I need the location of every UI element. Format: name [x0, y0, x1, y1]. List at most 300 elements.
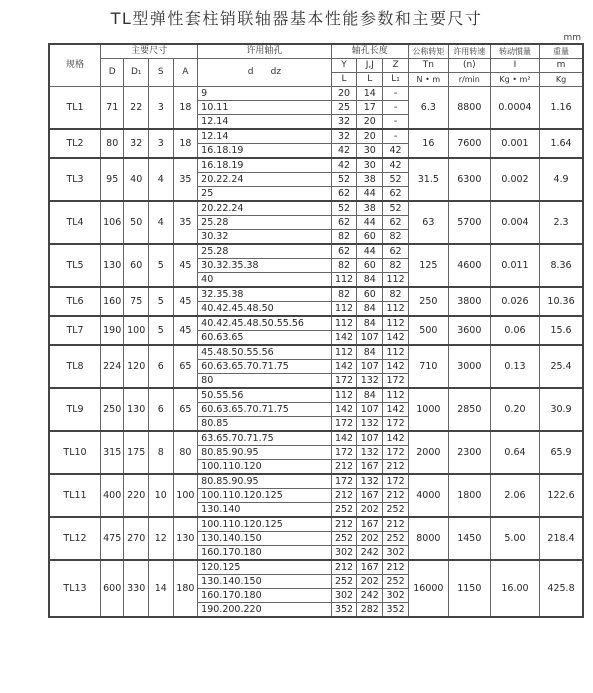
speed-cell: 2300	[448, 431, 490, 474]
weight-cell: 8.36	[540, 244, 583, 287]
length-j-cell: 44	[357, 187, 383, 202]
A-cell: 18	[173, 129, 198, 158]
bore-cell: 100.110.120	[198, 460, 331, 475]
A-cell: 45	[173, 244, 198, 287]
torque-cell: 500	[408, 316, 448, 345]
torque-cell: 250	[408, 287, 448, 316]
weight-cell: 1.16	[540, 87, 583, 130]
A-cell: 35	[173, 201, 198, 244]
length-l1-cell: 212	[383, 460, 409, 475]
header-weight-unit: Kg	[540, 73, 583, 87]
length-l1-cell: 62	[383, 216, 409, 230]
length-y-cell: 42	[331, 144, 357, 159]
inertia-cell: 0.001	[490, 129, 539, 158]
speed-cell: 5700	[448, 201, 490, 244]
length-j-cell: 44	[357, 244, 383, 259]
torque-cell: 2000	[408, 431, 448, 474]
torque-cell: 710	[408, 345, 448, 388]
table-row	[49, 158, 583, 173]
length-l1-cell: 302	[383, 589, 409, 603]
inertia-cell: 0.0004	[490, 87, 539, 130]
D-cell: 250	[101, 388, 124, 431]
A-cell: 35	[173, 158, 198, 201]
length-l1-cell: 52	[383, 173, 409, 187]
length-y-cell: 62	[331, 216, 357, 230]
length-y-cell: 172	[331, 417, 357, 432]
length-j-cell: 202	[357, 532, 383, 546]
table-row	[49, 388, 583, 403]
speed-cell: 3000	[448, 345, 490, 388]
length-l1-cell: 112	[383, 302, 409, 317]
length-y-cell: 172	[331, 474, 357, 489]
header-weight: 重量	[540, 44, 583, 59]
inertia-cell: 16.00	[490, 560, 539, 617]
length-j-cell: 84	[357, 302, 383, 317]
bore-cell: 63.65.70.71.75	[198, 431, 331, 446]
bore-cell: 40.42.45.48.50.55.56	[198, 316, 331, 331]
bore-cell: 16.18.19	[198, 144, 331, 159]
length-j-cell: 202	[357, 503, 383, 518]
S-cell: 5	[149, 316, 174, 345]
length-j-cell: 14	[357, 87, 383, 101]
length-j-cell: 167	[357, 517, 383, 532]
speed-cell: 8800	[448, 87, 490, 130]
speed-cell: 1800	[448, 474, 490, 517]
inertia-cell: 0.64	[490, 431, 539, 474]
length-j-cell: 242	[357, 546, 383, 561]
length-y-cell: 212	[331, 460, 357, 475]
bore-cell: 25	[198, 187, 331, 202]
header-L-Y: L	[331, 73, 357, 87]
torque-cell: 31.5	[408, 158, 448, 201]
model-cell: TL10	[49, 431, 101, 474]
length-j-cell: 60	[357, 230, 383, 245]
header-bore-sub: d dz	[198, 59, 331, 87]
length-l1-cell: 112	[383, 316, 409, 331]
header-inertia: 转动惯量	[490, 44, 539, 59]
length-l1-cell: 82	[383, 259, 409, 273]
length-y-cell: 302	[331, 546, 357, 561]
D-cell: 400	[101, 474, 124, 517]
inertia-cell: 0.011	[490, 244, 539, 287]
S-cell: 4	[149, 201, 174, 244]
length-j-cell: 84	[357, 316, 383, 331]
length-l1-cell: 212	[383, 517, 409, 532]
length-j-cell: 167	[357, 489, 383, 503]
header-speed-sym: (n)	[448, 59, 490, 73]
D1-cell: 32	[124, 129, 149, 158]
header-D: D	[101, 59, 124, 87]
length-l1-cell: 252	[383, 575, 409, 589]
length-j-cell: 30	[357, 144, 383, 159]
length-l1-cell: 142	[383, 360, 409, 374]
table-row	[49, 287, 583, 302]
length-y-cell: 32	[331, 129, 357, 144]
bore-cell: 130.140	[198, 503, 331, 518]
bore-cell: 16.18.19	[198, 158, 331, 173]
bore-cell: 190.200.220	[198, 603, 331, 618]
page-title: TL型弹性套柱销联轴器基本性能参数和主要尺寸	[110, 9, 483, 28]
A-cell: 65	[173, 345, 198, 388]
length-j-cell: 167	[357, 460, 383, 475]
length-l1-cell: 82	[383, 230, 409, 245]
length-j-cell: 20	[357, 115, 383, 130]
model-cell: TL2	[49, 129, 101, 158]
length-y-cell: 172	[331, 374, 357, 389]
length-y-cell: 112	[331, 388, 357, 403]
bore-cell: 130.140.150	[198, 575, 331, 589]
D-cell: 106	[101, 201, 124, 244]
length-j-cell: 167	[357, 560, 383, 575]
D1-cell: 100	[124, 316, 149, 345]
D-cell: 600	[101, 560, 124, 617]
model-cell: TL12	[49, 517, 101, 560]
length-y-cell: 142	[331, 403, 357, 417]
bore-cell: 130.140.150	[198, 532, 331, 546]
D1-cell: 120	[124, 345, 149, 388]
length-l1-cell: 252	[383, 503, 409, 518]
S-cell: 6	[149, 345, 174, 388]
header-Y: Y	[331, 59, 357, 73]
bore-cell: 10.11	[198, 101, 331, 115]
bore-cell: 80.85.90.95	[198, 446, 331, 460]
bore-cell: 40	[198, 273, 331, 288]
model-cell: TL7	[49, 316, 101, 345]
torque-cell: 125	[408, 244, 448, 287]
header-bore-length: 轴孔长度	[331, 44, 408, 59]
length-l1-cell: 62	[383, 244, 409, 259]
length-y-cell: 142	[331, 331, 357, 346]
D-cell: 71	[101, 87, 124, 130]
S-cell: 3	[149, 87, 174, 130]
spec-table	[48, 43, 584, 618]
header-torque-unit: N • m	[408, 73, 448, 87]
bore-cell: 100.110.120.125	[198, 489, 331, 503]
length-y-cell: 212	[331, 560, 357, 575]
table-row	[49, 345, 583, 360]
D1-cell: 50	[124, 201, 149, 244]
length-j-cell: 17	[357, 101, 383, 115]
speed-cell: 2850	[448, 388, 490, 431]
S-cell: 6	[149, 388, 174, 431]
header-D1: D₁	[124, 59, 149, 87]
table-row	[49, 517, 583, 532]
bore-cell: 120.125	[198, 560, 331, 575]
length-y-cell: 112	[331, 345, 357, 360]
length-y-cell: 62	[331, 187, 357, 202]
bore-cell: 20.22.24	[198, 201, 331, 216]
S-cell: 4	[149, 158, 174, 201]
weight-cell: 425.8	[540, 560, 583, 617]
length-j-cell: 242	[357, 589, 383, 603]
D1-cell: 60	[124, 244, 149, 287]
length-j-cell: 84	[357, 388, 383, 403]
A-cell: 45	[173, 287, 198, 316]
length-j-cell: 60	[357, 287, 383, 302]
model-cell: TL13	[49, 560, 101, 617]
D-cell: 130	[101, 244, 124, 287]
length-y-cell: 32	[331, 115, 357, 130]
A-cell: 45	[173, 316, 198, 345]
length-l1-cell: 62	[383, 187, 409, 202]
weight-cell: 15.6	[540, 316, 583, 345]
D-cell: 80	[101, 129, 124, 158]
D-cell: 315	[101, 431, 124, 474]
length-l1-cell: -	[383, 115, 409, 130]
D1-cell: 75	[124, 287, 149, 316]
torque-cell: 16	[408, 129, 448, 158]
length-l1-cell: 142	[383, 431, 409, 446]
speed-cell: 3600	[448, 316, 490, 345]
S-cell: 8	[149, 431, 174, 474]
length-l1-cell: 42	[383, 158, 409, 173]
length-j-cell: 38	[357, 201, 383, 216]
weight-cell: 65.9	[540, 431, 583, 474]
length-y-cell: 20	[331, 87, 357, 101]
length-l1-cell: 82	[383, 287, 409, 302]
S-cell: 10	[149, 474, 174, 517]
length-y-cell: 252	[331, 532, 357, 546]
S-cell: 12	[149, 517, 174, 560]
model-cell: TL6	[49, 287, 101, 316]
length-y-cell: 142	[331, 360, 357, 374]
header-main-dims: 主要尺寸	[101, 44, 198, 59]
inertia-cell: 2.06	[490, 474, 539, 517]
weight-cell: 30.9	[540, 388, 583, 431]
bore-cell: 80.85.90.95	[198, 474, 331, 489]
length-l1-cell: 172	[383, 446, 409, 460]
length-j-cell: 132	[357, 417, 383, 432]
D-cell: 160	[101, 287, 124, 316]
speed-cell: 3800	[448, 287, 490, 316]
length-j-cell: 84	[357, 345, 383, 360]
length-l1-cell: -	[383, 129, 409, 144]
length-y-cell: 82	[331, 259, 357, 273]
weight-cell: 2.3	[540, 201, 583, 244]
weight-cell: 25.4	[540, 345, 583, 388]
A-cell: 130	[173, 517, 198, 560]
inertia-cell: 0.13	[490, 345, 539, 388]
length-l1-cell: 172	[383, 474, 409, 489]
length-y-cell: 212	[331, 489, 357, 503]
header-torque-sym: Tn	[408, 59, 448, 73]
header-JJ: J,J	[357, 59, 383, 73]
length-j-cell: 107	[357, 403, 383, 417]
S-cell: 3	[149, 129, 174, 158]
length-j-cell: 44	[357, 216, 383, 230]
header-weight-sym: m	[540, 59, 583, 73]
header-inertia-unit: Kg • m²	[490, 73, 539, 87]
length-l1-cell: 142	[383, 331, 409, 346]
length-l1-cell: -	[383, 87, 409, 101]
length-l1-cell: 52	[383, 201, 409, 216]
model-cell: TL3	[49, 158, 101, 201]
torque-cell: 4000	[408, 474, 448, 517]
table-row	[49, 87, 583, 101]
header-speed-unit: r/min	[448, 73, 490, 87]
speed-cell: 1150	[448, 560, 490, 617]
bore-cell: 60.63.65	[198, 331, 331, 346]
header-Z: Z	[383, 59, 409, 73]
length-y-cell: 52	[331, 173, 357, 187]
bore-cell: 12.14	[198, 115, 331, 130]
length-y-cell: 112	[331, 302, 357, 317]
bore-cell: 50.55.56	[198, 388, 331, 403]
bore-cell: 30.32.35.38	[198, 259, 331, 273]
D1-cell: 175	[124, 431, 149, 474]
bore-cell: 60.63.65.70.71.75	[198, 403, 331, 417]
D1-cell: 22	[124, 87, 149, 130]
A-cell: 18	[173, 87, 198, 130]
length-y-cell: 112	[331, 273, 357, 288]
bore-cell: 80	[198, 374, 331, 389]
header-A: A	[173, 59, 198, 87]
D-cell: 475	[101, 517, 124, 560]
table-row	[49, 431, 583, 446]
bore-cell: 25.28	[198, 216, 331, 230]
bore-cell: 9	[198, 87, 331, 101]
table-body	[49, 87, 583, 618]
header-L1: L₁	[383, 73, 409, 87]
length-l1-cell: 252	[383, 532, 409, 546]
weight-cell: 10.36	[540, 287, 583, 316]
inertia-cell: 0.002	[490, 158, 539, 201]
A-cell: 65	[173, 388, 198, 431]
A-cell: 100	[173, 474, 198, 517]
bore-cell: 80.85	[198, 417, 331, 432]
length-y-cell: 82	[331, 230, 357, 245]
length-y-cell: 252	[331, 503, 357, 518]
weight-cell: 122.6	[540, 474, 583, 517]
model-cell: TL1	[49, 87, 101, 130]
header-torque: 公称转矩	[408, 44, 448, 59]
length-j-cell: 60	[357, 259, 383, 273]
D1-cell: 330	[124, 560, 149, 617]
length-y-cell: 112	[331, 316, 357, 331]
model-cell: TL8	[49, 345, 101, 388]
header-model: 规格	[49, 44, 101, 87]
length-l1-cell: 352	[383, 603, 409, 618]
length-j-cell: 107	[357, 360, 383, 374]
inertia-cell: 0.20	[490, 388, 539, 431]
length-j-cell: 202	[357, 575, 383, 589]
length-j-cell: 132	[357, 474, 383, 489]
length-l1-cell: 172	[383, 417, 409, 432]
length-l1-cell: 42	[383, 144, 409, 159]
table-row	[49, 560, 583, 575]
length-l1-cell: 112	[383, 388, 409, 403]
speed-cell: 6300	[448, 158, 490, 201]
inertia-cell: 5.00	[490, 517, 539, 560]
length-j-cell: 282	[357, 603, 383, 618]
length-y-cell: 142	[331, 431, 357, 446]
length-y-cell: 252	[331, 575, 357, 589]
model-cell: TL9	[49, 388, 101, 431]
length-l1-cell: 112	[383, 273, 409, 288]
weight-cell: 218.4	[540, 517, 583, 560]
table-header	[49, 44, 583, 87]
length-y-cell: 25	[331, 101, 357, 115]
length-j-cell: 132	[357, 374, 383, 389]
length-j-cell: 30	[357, 158, 383, 173]
D1-cell: 40	[124, 158, 149, 201]
D-cell: 190	[101, 316, 124, 345]
torque-cell: 63	[408, 201, 448, 244]
D-cell: 95	[101, 158, 124, 201]
length-j-cell: 38	[357, 173, 383, 187]
bore-cell: 32.35.38	[198, 287, 331, 302]
inertia-cell: 0.004	[490, 201, 539, 244]
bore-cell: 40.42.45.48.50	[198, 302, 331, 317]
bore-cell: 12.14	[198, 129, 331, 144]
bore-cell: 30.32	[198, 230, 331, 245]
torque-cell: 8000	[408, 517, 448, 560]
model-cell: TL11	[49, 474, 101, 517]
S-cell: 14	[149, 560, 174, 617]
inertia-cell: 0.026	[490, 287, 539, 316]
table-row	[49, 201, 583, 216]
table-row	[49, 316, 583, 331]
length-l1-cell: 112	[383, 345, 409, 360]
length-y-cell: 52	[331, 201, 357, 216]
length-l1-cell: 302	[383, 546, 409, 561]
D1-cell: 220	[124, 474, 149, 517]
length-j-cell: 107	[357, 331, 383, 346]
A-cell: 80	[173, 431, 198, 474]
D-cell: 224	[101, 345, 124, 388]
weight-cell: 4.9	[540, 158, 583, 201]
header-L-J: L	[357, 73, 383, 87]
bore-cell: 20.22.24	[198, 173, 331, 187]
bore-cell: 60.63.65.70.71.75	[198, 360, 331, 374]
bore-cell: 160.170.180	[198, 546, 331, 561]
length-l1-cell: -	[383, 101, 409, 115]
length-y-cell: 212	[331, 517, 357, 532]
A-cell: 180	[173, 560, 198, 617]
speed-cell: 1450	[448, 517, 490, 560]
bore-cell: 45.48.50.55.56	[198, 345, 331, 360]
header-S: S	[149, 59, 174, 87]
header-inertia-sym: I	[490, 59, 539, 73]
length-l1-cell: 172	[383, 374, 409, 389]
header-bore: 许用轴孔	[198, 44, 331, 59]
length-y-cell: 42	[331, 158, 357, 173]
model-cell: TL4	[49, 201, 101, 244]
torque-cell: 6.3	[408, 87, 448, 130]
bore-cell: 25.28	[198, 244, 331, 259]
length-y-cell: 352	[331, 603, 357, 618]
length-y-cell: 82	[331, 287, 357, 302]
table-row	[49, 474, 583, 489]
unit-label: mm	[563, 33, 581, 43]
D1-cell: 130	[124, 388, 149, 431]
bore-cell: 160.170.180	[198, 589, 331, 603]
S-cell: 5	[149, 287, 174, 316]
length-y-cell: 302	[331, 589, 357, 603]
model-cell: TL5	[49, 244, 101, 287]
bore-cell: 100.110.120.125	[198, 517, 331, 532]
S-cell: 5	[149, 244, 174, 287]
speed-cell: 7600	[448, 129, 490, 158]
length-j-cell: 20	[357, 129, 383, 144]
torque-cell: 1000	[408, 388, 448, 431]
inertia-cell: 0.06	[490, 316, 539, 345]
length-j-cell: 84	[357, 273, 383, 288]
length-y-cell: 172	[331, 446, 357, 460]
table-row	[49, 129, 583, 144]
D1-cell: 270	[124, 517, 149, 560]
table-row	[49, 244, 583, 259]
